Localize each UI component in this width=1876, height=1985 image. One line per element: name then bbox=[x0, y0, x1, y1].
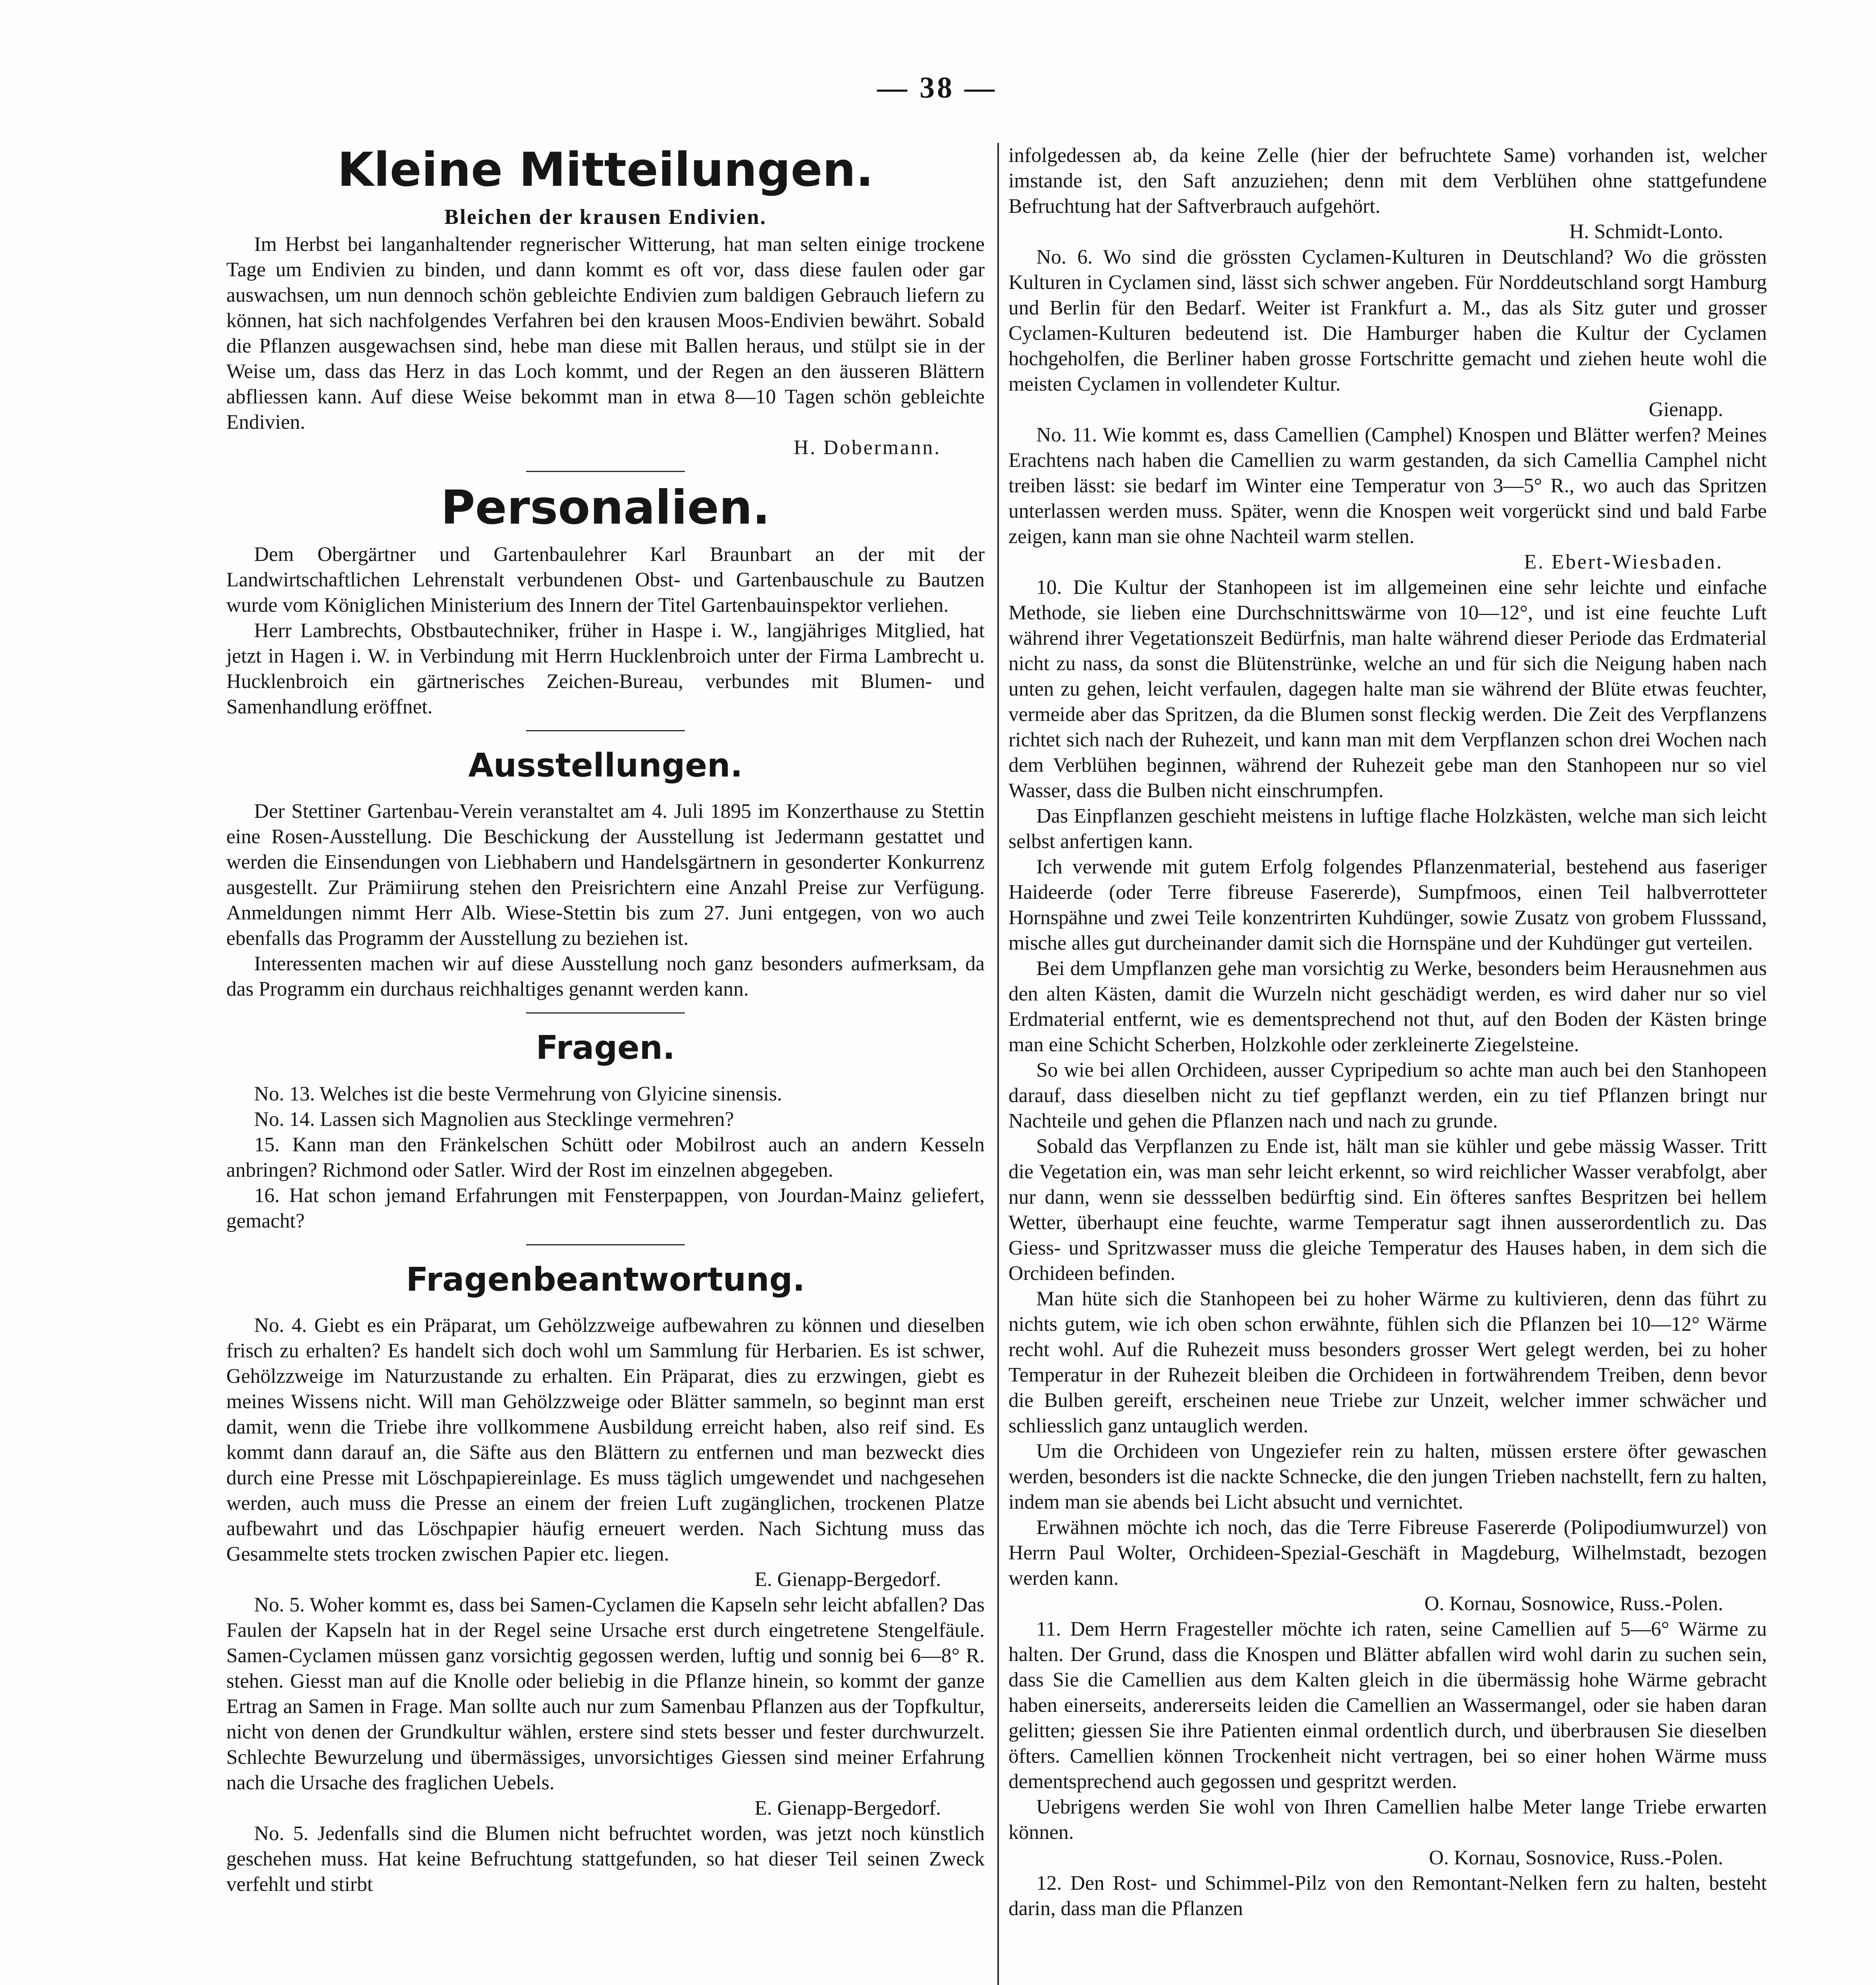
antwort-10-paragraph-7: Man hüte sich die Stanhopeen bei zu hoher Wärme zu kultivieren, denn das führt zu nichts gutem, wie ich oben schon erwähnte, fühlen sich die Pflanzen bei 10—12° Wärme recht wohl. Auf die Ruhezeit muss besonders grosser Wert gelegt werden, bei zu hoher Temperatur in der Ruhezeit bleiben die Orchideen in fortwährendem Treiben, denn bevor die Bulben gereift, erscheinen neue Triebe zur Unzeit, welcher immer schwächer und schliesslich ganz untauglich werden. bbox=[1008, 1287, 1767, 1437]
section-divider bbox=[526, 471, 685, 472]
frage-16: 16. Hat schon jemand Erfahrungen mit Fensterpappen, von Jourdan-Mainz geliefert, gemacht? bbox=[226, 1184, 985, 1232]
antwort-10-paragraph-4: Bei dem Umpflanzen gehe man vorsichtig zu Werke, besonders beim Herausnehmen aus den alten Kästen, damit die Wurzeln nicht geschädigt werden, es wird daher nur so viel Erdmaterial entfernt, wie es dementsprechend not thut, auf den Boden der Kästen bringe man eine Schicht Scherben, Holzkohle oder zerkleinerte Ziegelsteine. bbox=[1008, 957, 1767, 1056]
antwort-12: 12. Den Rost- und Schimmel-Pilz von den Remontant-Nelken fern zu halten, besteht darin, dass man die Pflanzen bbox=[1008, 1872, 1767, 1920]
bleichen-signature: H. Dobermann. bbox=[794, 436, 941, 459]
antwort-no11: No. 11. Wie kommt es, dass Camellien (Camphel) Knospen und Blätter werfen? Meines Erachtens nach haben die Camellien zu warm gestanden, da sich Camellia Camphel nicht treiben lässt: sie bedarf im Winter eine Temperatur von 3—5° R., wo auch das Spritzen unterlassen werden muss. Später, wenn die Knospen weit vorgerückt sind und bald Farbe zeigen, kann man sie ohne Nachteil warm stellen. bbox=[1008, 424, 1767, 548]
right-column bbox=[1008, 143, 1767, 1921]
antwort-10-paragraph-2: Das Einpflanzen geschieht meistens in luftige flache Holzkästen, welche man sich leicht selbst anfertigen kann. bbox=[1008, 805, 1767, 853]
personalien-paragraph-1: Dem Obergärtner und Gartenbaulehrer Karl Braunbart an der mit der Landwirtschaftlichen Lehrenstalt verbundenen Obst- und Gartenbauschule zu Bautzen wurde vom Königlichen Ministerium des Innern der Titel Gartenbauinspektor verliehen. bbox=[226, 543, 985, 617]
antwort-no5a-signature: E. Gienapp-Bergedorf. bbox=[754, 1797, 941, 1820]
ausstellungen-paragraph-2: Interessenten machen wir auf diese Ausstellung noch ganz besonders aufmerksam, da das Programm ein durchaus reichhaltiges genannt werden kann. bbox=[226, 952, 985, 1001]
frage-14: No. 14. Lassen sich Magnolien aus Stecklinge vermehren? bbox=[254, 1108, 734, 1131]
antwort-10-paragraph-5: So wie bei allen Orchideen, ausser Cypripedium so achte man auch bei den Stanhopeen darauf, dass dieselben nicht zu tief gepflanzt werden, ein zu tief Pflanzen bringt nur Nachteile und gehen die Pflanzen nach und nach zu grunde. bbox=[1008, 1059, 1767, 1132]
page-number: — 38 — bbox=[877, 71, 997, 104]
antwort-10-paragraph-9: Erwähnen möchte ich noch, das die Terre Fibreuse Fasererde (Polipodiumwurzel) von Herrn Paul Wolter, Orchideen-Spezial-Geschäft in Magdeburg, Wilhelmstadt, bezogen werden kann. bbox=[1008, 1516, 1767, 1590]
section-divider bbox=[526, 1244, 685, 1245]
section-divider bbox=[526, 1012, 685, 1014]
antwort-no5b: No. 5. Jedenfalls sind die Blumen nicht befruchtet worden, was jetzt noch künstlich geschehen muss. Hat keine Befruchtung stattgefunden, so hat dieser Teil seinen Zweck verfehlt und stirbt bbox=[226, 1822, 985, 1896]
antwort-10-paragraph-8: Um die Orchideen von Ungeziefer rein zu halten, müssen erstere öfter gewaschen werden, besonders ist die nackte Schnecke, die den jungen Trieben nachstellt, fern zu halten, indem man sie abends bei Licht absucht und vernichtet. bbox=[1008, 1440, 1767, 1513]
antwort-10-paragraph-6: Sobald das Verpflanzen zu Ende ist, hält man sie kühler und gebe mässig Wasser. Tritt die Vegetation ein, was man sehr leicht erkennt, so wird reichlicher Wasser verabfolgt, aber nur dann, wenn sie dessselben bedürftig sind. Ein öfteres sanftes Bespritzen bei hellem Wetter, überhaupt eine feuchte, warme Temperatur sagt ihnen ausserordentlich zu. Das Giess- und Spritzwasser muss die gleiche Temperatur des Hauses haben, in dem sich die Orchideen befinden. bbox=[1008, 1135, 1767, 1285]
column-divider bbox=[997, 143, 999, 1985]
antwort-no4-signature: E. Gienapp-Bergedorf. bbox=[754, 1568, 941, 1591]
antwort-10-paragraph-1: 10. Die Kultur der Stanhopeen ist im allgemeinen eine sehr leichte und einfache Methode, sie lieben eine Durchschnittswärme von 10—12°, und ist eine feuchte Luft während ihrer Vegetationszeit Bedürfnis, man halte während dieser Periode das Erdmaterial nicht zu nass, da sonst die Blütenstrünke, welche an und für sich die Neigung haben nach unten zu gehen, leicht verfaulen, dagegen halte man sie während der Blüte etwas feuchter, vermeide aber das Spritzen, da die Blumen sonst fleckig werden. Die Zeit des Verpflanzens richtet sich nach der Ruhezeit, und kann man mit dem Verpflanzen schon drei Wochen nach dem Verblühen beginnen, während der Ruhezeit gebe man den Stanhopeen nur so viel Wasser, dass die Bulben nicht einschrumpfen. bbox=[1008, 576, 1767, 802]
antwort-11-signature: O. Kornau, Sosnovice, Russ.-Polen. bbox=[1429, 1846, 1723, 1869]
bleichen-subtitle: Bleichen der krausen Endivien. bbox=[444, 204, 767, 229]
antwort-11-paragraph-2: Uebrigens werden Sie wohl von Ihren Camellien halbe Meter lange Triebe erwarten können. bbox=[1008, 1796, 1767, 1844]
antwort-no5b-signature: H. Schmidt-Lonto. bbox=[1569, 220, 1723, 243]
antwort-no11-signature: E. Ebert-Wiesbaden. bbox=[1524, 551, 1723, 573]
ausstellungen-heading: Ausstellungen. bbox=[468, 747, 743, 785]
frage-13: No. 13. Welches ist die beste Vermehrung von Glyicine sinensis. bbox=[254, 1082, 782, 1105]
personalien-paragraph-2: Herr Lambrechts, Obstbautechniker, früher in Haspe i. W., langjähriges Mitglied, hat jetzt in Hagen i. W. in Verbindung mit Herrn Hucklenbroich unter der Firma Lambrecht u. Hucklenbroich ein gärtnerisches Zeichen-Bureau, verbundes mit Blumen- und Samenhandlung eröffnet. bbox=[226, 619, 985, 719]
section-divider bbox=[526, 730, 685, 731]
antwort-no5b-continued: infolgedessen ab, da keine Zelle (hier der befruchtete Same) vorhanden ist, welcher imstande ist, den Saft anzuziehen; denn mit dem Verblühen ohne stattgefundene Befruchtung hat der Saftverbrauch aufgehört. bbox=[1008, 144, 1767, 218]
fragenbeantwortung-heading: Fragenbeantwortung. bbox=[406, 1260, 805, 1299]
antwort-10-signature: O. Kornau, Sosnowice, Russ.-Polen. bbox=[1424, 1592, 1723, 1615]
antwort-no6-signature: Gienapp. bbox=[1648, 398, 1723, 421]
antwort-11-paragraph-1: 11. Dem Herrn Fragesteller möchte ich raten, seine Camellien auf 5—6° Wärme zu halten. Der Grund, dass die Knospen und Blätter abfallen wird wohl darin zu suchen sein, dass Sie die Camellien aus dem Kalten gleich in die übermässig hohe Wärme gebracht haben einerseits, andererseits leiden die Camellien an Wassermangel, oder sie haben daran gelitten; giessen Sie ihre Patienten einmal ordentlich durch, und überbrausen Sie dieselben öfters. Camellien können Trockenheit nicht vertragen, bei so einer hohen Wärme muss dementsprechend auch gegossen und gespritzt werden. bbox=[1008, 1618, 1767, 1793]
antwort-no5a: No. 5. Woher kommt es, dass bei Samen-Cyclamen die Kapseln sehr leicht abfallen? Das Faulen der Kapseln hat in der Regel seine Ursache erst durch eingetretene Stengelfäule. Samen-Cyclamen müssen ganz vorsichtig gegossen werden, luftig und sonnig bei 6—8° R. stehen. Giesst man auf die Knolle oder beliebig in die Pflanze hinein, so kommt der ganze Ertrag an Samen in Frage. Man sollte auch nur zum Samenbau Pflanzen aus der Topfkultur, nicht von denen der Grundkultur wählen, erstere sind stets besser und fester durchwurzelt. Schlechte Bewurzelung und übermässiges, unvorsichtiges Giessen sind meiner Erfahrung nach die Ursache des fraglichen Uebels. bbox=[226, 1594, 985, 1794]
frage-15: 15. Kann man den Fränkelschen Schütt oder Mobilrost auch an andern Kesseln anbringen? Richmond oder Satler. Wird der Rost im einzelnen abgegeben. bbox=[226, 1133, 985, 1181]
bleichen-paragraph: Im Herbst bei langanhaltender regnerischer Witterung, hat man selten einige trockene Tage um Endivien zu binden, und dann kommt es oft vor, dass diese faulen oder gar auswachsen, um nun dennoch schön gebleichte Endivien zum baldigen Gebrauch liefern zu können, hat sich nachfolgendes Verfahren bei den krausen Moos-Endivien bewährt. Sobald die Pflanzen ausgewachsen sind, hebe man diese mit Ballen heraus, und stülpt sie in der Weise um, dass das Herz in das Loch kommt, und der Regen an den äusseren Blättern abfliessen kann. Auf diese Weise bekommt man in etwa 8—10 Tagen schön gebleichte Endivien. bbox=[226, 233, 985, 434]
personalien-heading: Personalien. bbox=[441, 480, 770, 535]
left-column bbox=[226, 143, 985, 1897]
antwort-no4: No. 4. Giebt es ein Präparat, um Gehölzzweige aufbewahren zu können und dieselben frisch zu erhalten? Es handelt sich doch wohl um Sammlung für Herbarien. Es ist schwer, Gehölzzweige im Naturzustande zu erhalten. Ein Präparat, dies zu erzwingen, giebt es meines Wissens nicht. Will man Gehölzzweige oder Blätter sammeln, so beginnt man erst damit, wenn die Triebe ihre vollkommene Ausbildung erreicht haben, also reif sind. Es kommt dann darauf an, die Säfte aus den Blättern zu entfernen und man bezweckt dies durch eine Presse mit Löschpapiereinlage. Es muss täglich umgewendet und nachgesehen werden, auch muss die Presse an einem der freien Luft zugänglichen, trockenen Platze aufbewahrt und das Löschpapier häufig erneuert werden. Nach Sichtung muss das Gesammelte stets trocken zwischen Papier etc. liegen. bbox=[226, 1314, 985, 1566]
kleine-mitteilungen-heading: Kleine Mitteilungen. bbox=[337, 142, 874, 197]
antwort-no6: No. 6. Wo sind die grössten Cyclamen-Kulturen in Deutschland? Wo die grössten Kulturen in Cyclamen sind, lässt sich schwer angeben. Für Norddeutschland sorgt Hamburg und Berlin für den Bedarf. Weiter ist Frankfurt a. M., das als Sitz guter und grosser Cyclamen-Kulturen bedeutend ist. Die Hamburger haben die Kultur der Cyclamen hochgeholfen, die Berliner haben grosse Fortschritte gemacht und ziehen heute wohl die meisten Cyclamen in vollendeter Kultur. bbox=[1008, 246, 1767, 395]
fragen-heading: Fragen. bbox=[536, 1029, 675, 1067]
ausstellungen-paragraph-1: Der Stettiner Gartenbau-Verein veranstaltet am 4. Juli 1895 im Konzerthause zu Stettin eine Rosen-Ausstellung. Die Beschickung der Ausstellung ist Jedermann gestattet und werden die Einsendungen von Liebhabern und Handelsgärtnern in gesonderter Konkurrenz ausgestellt. Zur Prämiirung stehen den Preisrichtern eine Anzahl Preise zur Verfügung. Anmeldungen nimmt Herr Alb. Wiese-Stettin bis zum 27. Juni entgegen, von wo auch ebenfalls das Programm der Ausstellung zu beziehen ist. bbox=[226, 800, 985, 950]
antwort-10-paragraph-3: Ich verwende mit gutem Erfolg folgendes Pflanzenmaterial, bestehend aus faseriger Haideerde (oder Terre fibreuse Fasererde), Sumpfmoos, einen Teil halbverrotteter Hornspähne und zwei Teile konzentrirten Kuhdünger, sowie Zusatz von grobem Flusssand, mische alles gut durcheinander damit sich die Hornspäne und der Kuhdünger gut verteilen. bbox=[1008, 856, 1767, 954]
